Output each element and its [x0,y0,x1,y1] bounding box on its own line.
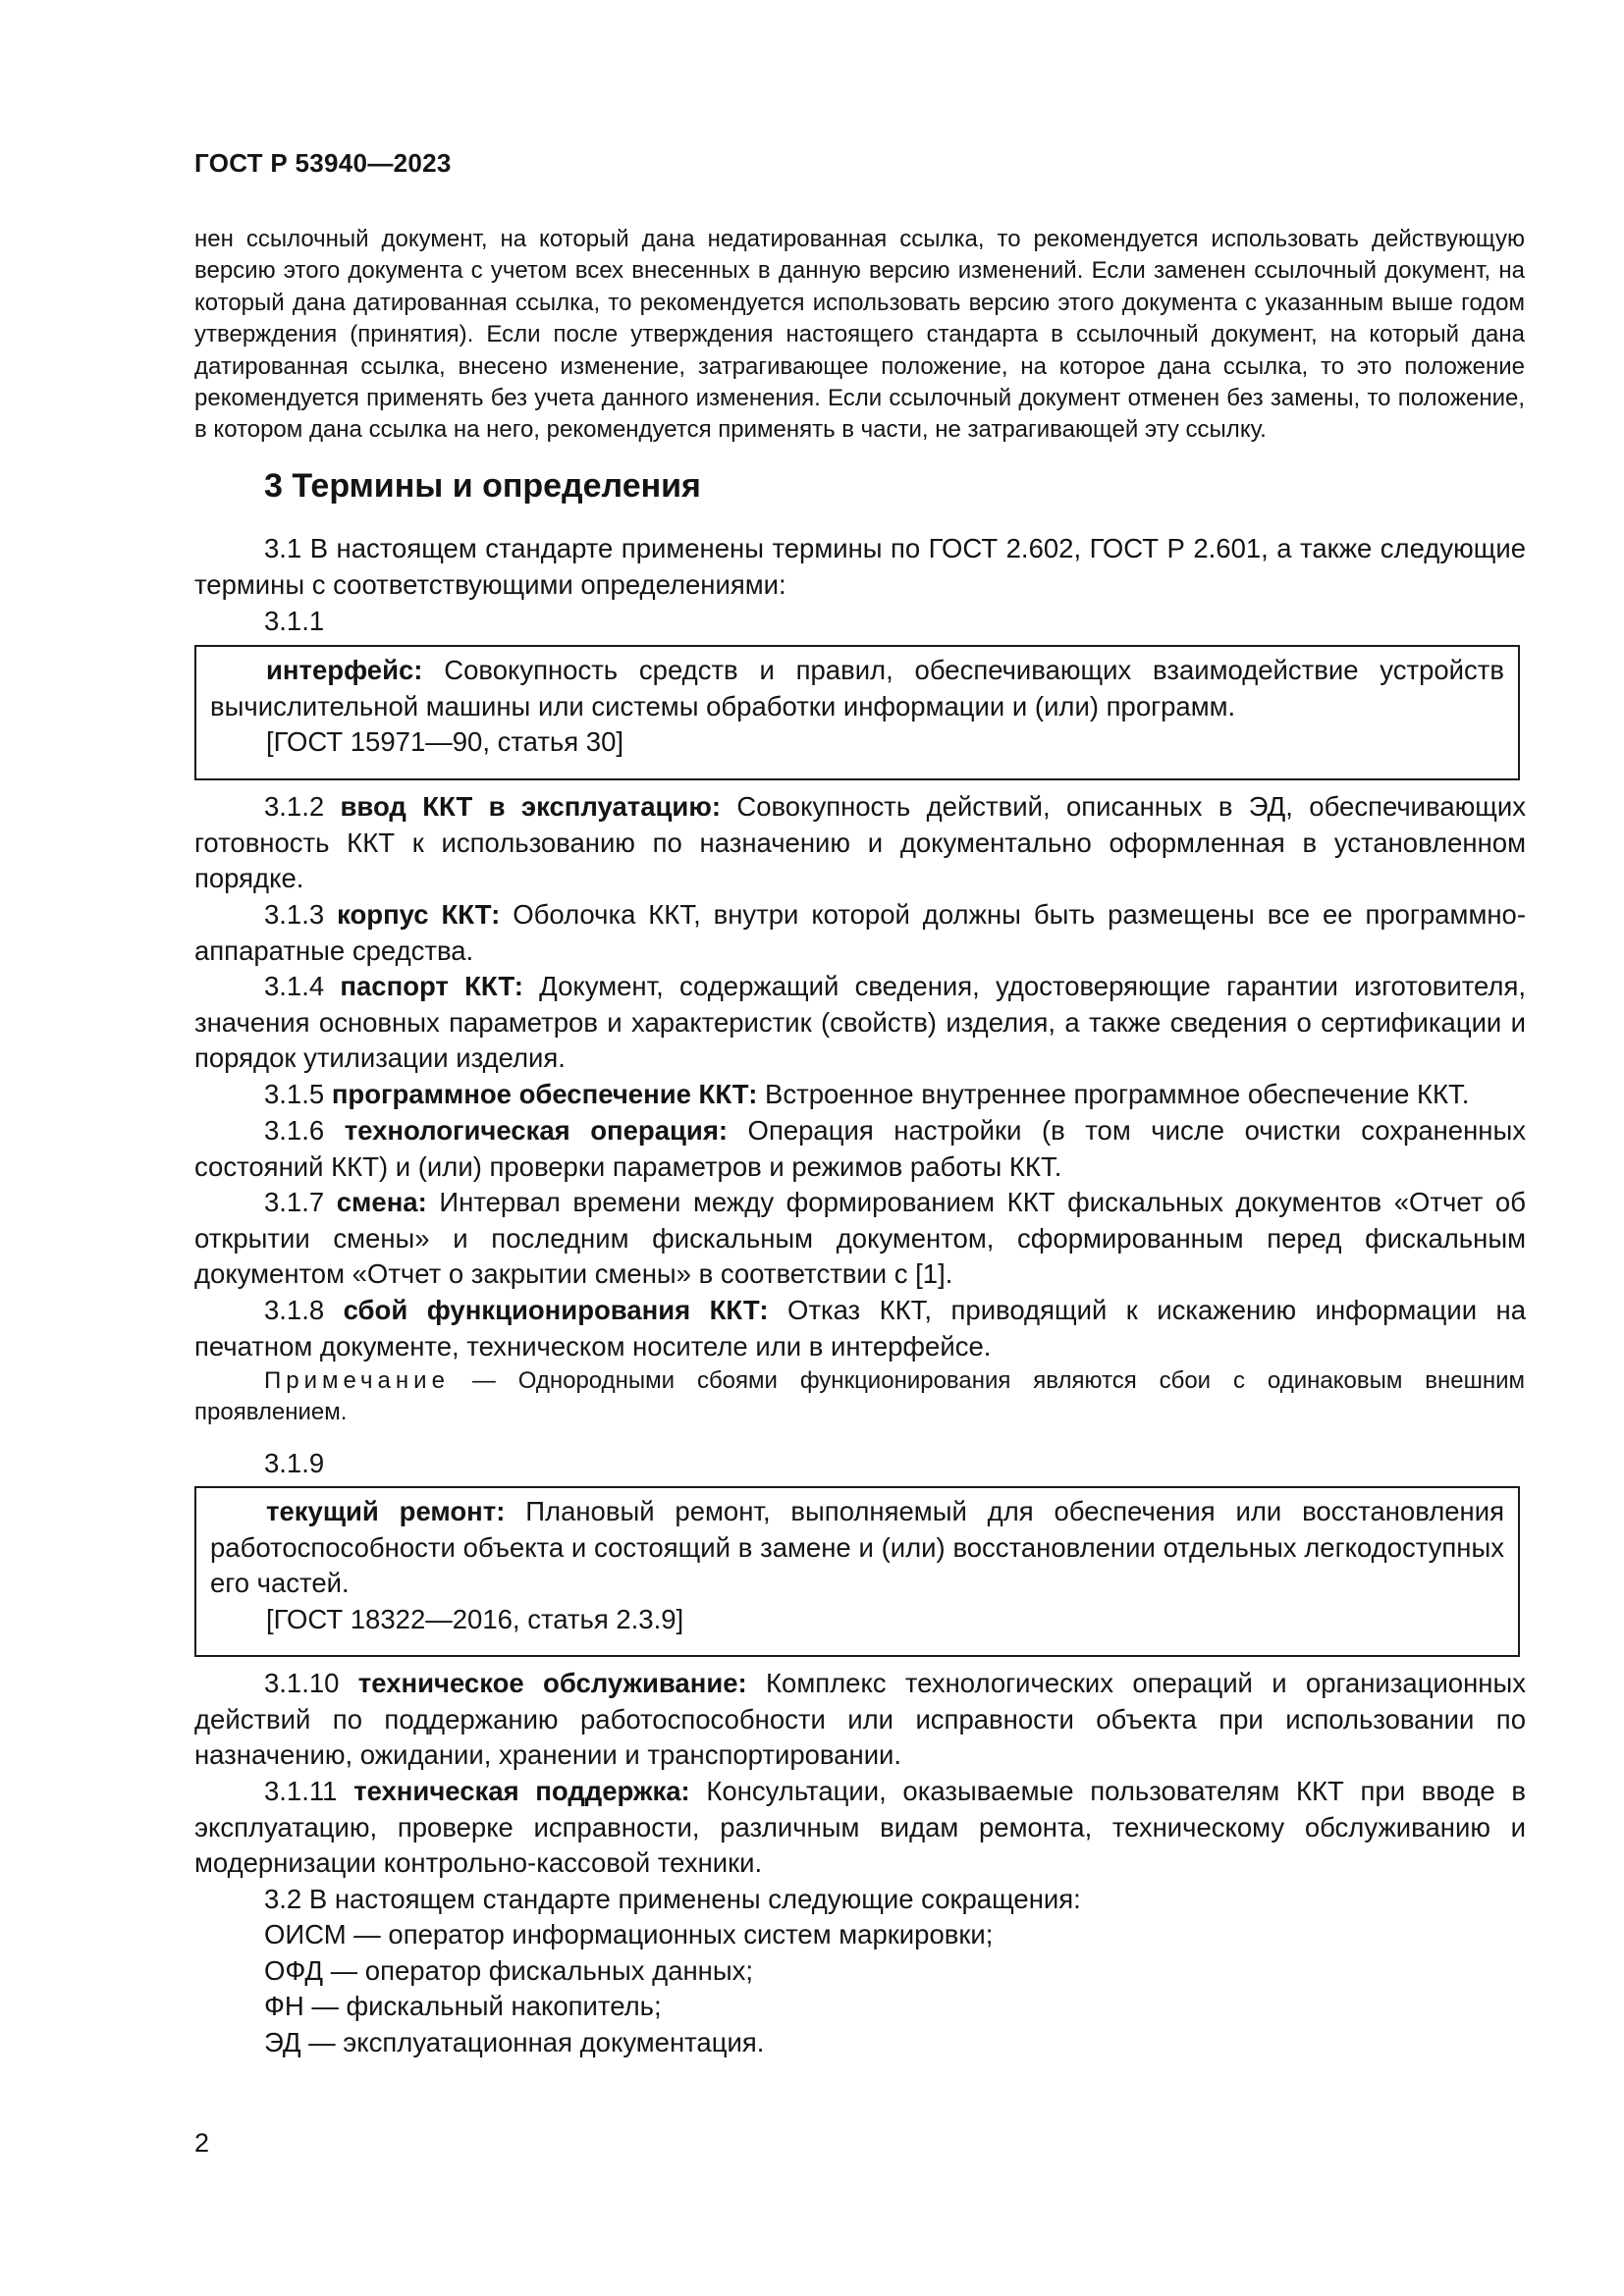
term-number-3-1-1: 3.1.1 [264,606,325,636]
term-3-1-10-number: 3.1.10 [264,1668,358,1698]
term-3-1-7-definition: Интервал времени между формированием ККТ фискальных документов «Отчет об открытии смены» и последним фискальным документом, сформированным перед фискальным документом «Отчет о закрытии смены» в соответствии с [1]. [194,1187,1526,1290]
term-3-1-11 [194,1774,1526,1882]
term-3-1-6-name: технологическая операция: [344,1115,729,1146]
note-text: — Однородными сбоями функционирования являются сбои с одинаковым внешним проявлением. [194,1367,1525,1426]
term-3-1-5-definition: Встроенное внутреннее программное обеспечение ККТ. [757,1079,1470,1109]
term-3-1-6 [194,1113,1526,1185]
abbreviation-item: ФН — фискальный накопитель; [264,1991,662,2021]
term-3-1-1-name: интерфейс: [266,655,423,685]
page-number: 2 [194,2128,210,2158]
term-3-1-10-definition: Комплекс технологических операций и организационных действий по поддержанию работоспособности или исправности объекта при использовании по назначению, ожидании, хранении и транспортировании. [194,1668,1526,1771]
term-3-1-3 [194,897,1526,969]
term-3-1-6-number: 3.1.6 [264,1115,345,1146]
term-3-1-5-number: 3.1.5 [264,1079,332,1109]
term-3-1-7-number: 3.1.7 [264,1187,337,1217]
term-3-1-7 [194,1185,1526,1293]
abbreviation-item: ОФД — оператор фискальных данных; [264,1955,754,1986]
term-3-1-1-reference: [ГОСТ 15971—90, статья 30] [266,726,624,758]
term-3-1-1-definition: Совокупность средств и правил, обеспечивающих взаимодействие устройств вычислительной машины или системы обработки информации и (или) программ. [210,655,1504,721]
term-3-1-11-name: техническая поддержка: [353,1776,690,1806]
abbreviation-item: ЭД — эксплуатационная документация. [264,2027,765,2057]
term-3-1-3-name: корпус ККТ: [337,899,501,930]
term-3-1-11-number: 3.1.11 [264,1776,354,1806]
term-3-1-5 [194,1077,1526,1113]
term-3-1-6-definition: Операция настройки (в том числе очистки сохраненных состояний ККТ) и (или) проверки параметров и режимов работы ККТ. [194,1115,1526,1182]
term-3-1-2-name: ввод ККТ в эксплуатацию: [340,791,721,822]
paragraph-3-2: 3.2 В настоящем стандарте применены следующие сокращения: [264,1884,1081,1914]
term-3-1-5-name: программное обеспечение ККТ: [331,1079,758,1109]
term-3-1-4 [194,969,1526,1077]
term-3-1-1-text [210,653,1504,724]
term-3-1-3-definition: Оболочка ККТ, внутри которой должны быть размещены все ее программно-аппаратные средства. [194,899,1527,966]
term-3-1-9-reference: [ГОСТ 18322—2016, статья 2.3.9] [266,1603,684,1634]
term-3-1-9-text [210,1494,1504,1602]
term-3-1-2-definition: Совокупность действий, описанных в ЭД, обеспечивающих готовность ККТ к использованию по назначению и документально оформленная в установленном порядке. [194,791,1526,894]
term-3-1-8-name: сбой функционирования ККТ: [343,1295,769,1325]
term-number-3-1-9: 3.1.9 [264,1448,325,1478]
term-box-3-1-9 [194,1486,1520,1657]
term-box-3-1-1 [194,645,1520,780]
term-3-1-3-number: 3.1.3 [264,899,338,930]
paragraph-3-1: 3.1 В настоящем стандарте применены термины по ГОСТ 2.602, ГОСТ Р 2.601, а также следующие термины с соответствующими определениями: [194,533,1526,600]
term-3-1-2-number: 3.1.2 [264,791,341,822]
term-3-1-7-name: смена: [336,1187,427,1217]
term-3-1-9-name: текущий ремонт: [266,1496,506,1526]
document-header: ГОСТ Р 53940—2023 [194,148,452,178]
term-3-1-8 [194,1293,1526,1364]
note-3-1-8 [194,1365,1525,1429]
term-3-1-8-number: 3.1.8 [264,1295,344,1325]
term-3-1-4-number: 3.1.4 [264,971,341,1001]
term-3-1-10 [194,1666,1526,1774]
term-3-1-8-definition: Отказ ККТ, приводящий к искажению информации на печатном документе, техническом носителе или в интерфейсе. [194,1295,1526,1362]
term-3-1-9-definition: Плановый ремонт, выполняемый для обеспечения или восстановления работоспособности объекта и состоящий в замене и (или) восстановлении отдельных легкодоступных его частей. [210,1496,1504,1599]
term-3-1-4-definition: Документ, содержащий сведения, удостоверяющие гарантии изготовителя, значения основных параметров и характеристик (свойств) изделия, а также сведения о сертификации и порядок утилизации изделия. [194,971,1527,1074]
term-3-1-4-name: паспорт ККТ: [340,971,523,1001]
section-title: 3 Термины и определения [264,467,701,505]
note-label: Примечание [264,1367,450,1394]
term-3-1-2 [194,789,1526,897]
intro-paragraph: нен ссылочный документ, на который дана недатированная ссылка, то рекомендуется использовать действующую версию этого документа с учетом всех внесенных в данную версию изменений. Если заменен ссылочный документ, на который дана датированная ссылка, то рекомендуется использовать версию этого документа с указанным выше годом утверждения (принятия). Если после утверждения настоящего стандарта в ссылочный документ, на который дана датированная ссылка, внесено изменение, затрагивающее положение, на которое дана ссылка, то это положение рекомендуется применять без учета данного изменения. Если ссылочный документ отменен без замены, то положение, в котором дана ссылка на него, рекомендуется применять в части, не затрагивающей эту ссылку. [194,226,1525,444]
term-3-1-10-name: техническое обслуживание: [357,1668,747,1698]
term-3-1-11-definition: Консультации, оказываемые пользователям ККТ при вводе в эксплуатацию, проверке исправности, различным видам ремонта, техническому обслуживанию и модернизации контрольно-кассовой техники. [194,1776,1526,1879]
abbreviation-item: ОИСМ — оператор информационных систем маркировки; [264,1919,994,1949]
